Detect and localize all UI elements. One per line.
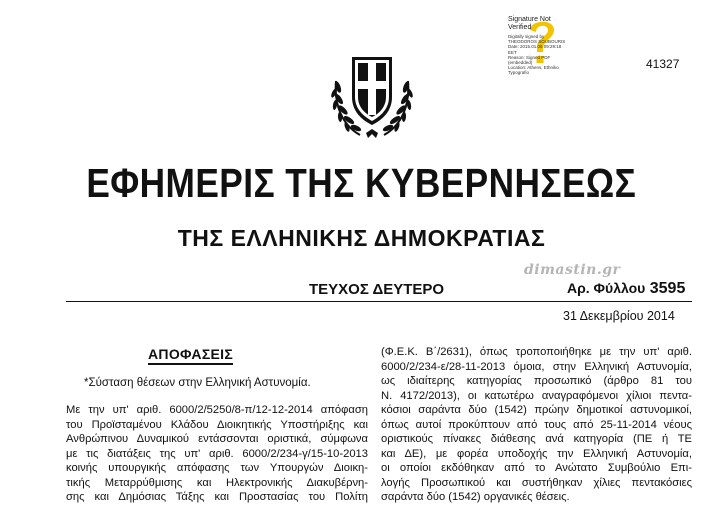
signature-detail-line: THEODOROS SOUBOURIS: [508, 39, 566, 45]
signature-detail-line: Digitally signed by: [508, 34, 545, 39]
text-line: και ΔΕ), με φορέα υποδοχής την Ελληνική Αστυνομία,: [381, 447, 692, 460]
signature-detail-line: Date: 2015.01.08 09:29:18: [508, 44, 562, 50]
page-number: 41327: [646, 57, 680, 71]
header-divider: [66, 301, 692, 302]
signature-detail-line: Location: Athens, Ethniko: [508, 65, 559, 71]
masthead-title: ΕΦΗΜΕΡΙΣ ΤΗΣ ΚΥΒΕΡΝΗΣΕΩΣ: [86, 160, 637, 206]
signature-detail-line: Reason: Signed PDF: [508, 54, 551, 60]
sheet-number-label: Αρ. Φύλλου: [567, 280, 646, 296]
text-line: Ν. 4172/2013), οι κατωτέρω αναγραφόμενοι χίλιοι πεντα-: [381, 389, 692, 402]
digital-signature-block: [508, 14, 592, 76]
text-line: οι οποίοι εκδόθηκαν από το Ανώτατο Συμβούλιο Επι-: [381, 462, 692, 474]
signature-detail-line: (embedded): [508, 60, 533, 66]
text-line: κοινής υπουργικής απόφασης των Υπουργών Διοικη-: [66, 462, 368, 474]
text-line: 6000/2/234-ε/28-11-2013 όμοια, στην Ελληνική Αστυνομία,: [381, 360, 692, 373]
text-line: λογής Προσωπικού και συστήθηκαν χίλιες πεντακόσιες: [381, 476, 692, 489]
right-column-text: [381, 345, 692, 505]
text-line: κόσιοι σαράντα δύο (1542) πρώην δημοτικοί αστυνομικοί,: [381, 404, 692, 416]
issue-label: ΤΕΥΧΟΣ ΔΕΥΤΕΡΟ: [309, 281, 445, 298]
text-line: σαράντα δύο (1542) οργανικές θέσεις.: [381, 491, 570, 503]
hellenic-coat-of-arms-icon: [330, 47, 414, 141]
text-line: του Προϊσταμένου Κλάδου Διοικητικής Υποστήριξης και: [66, 418, 368, 431]
section-heading: ΑΠΟΦΑΣΕΙΣ: [148, 346, 233, 365]
left-column-text: [66, 403, 368, 505]
text-line: τικής Μεταρρύθμισης και Ηλεκτρονικής Διακυβέρνη-: [66, 476, 368, 489]
text-line: ως ιδιαίτερης κατηγορίας προσωπικό (άρθρο 81 του: [381, 375, 692, 387]
text-line: Με την υπ' αριθ. 6000/2/5250/8-π/12-12-2014 απόφαση: [66, 404, 368, 416]
sheet-number-value: 3595: [649, 280, 686, 297]
signature-status: Signature Not Verified: [508, 16, 551, 31]
text-line: όπως αυτοί προκύπτουν από τους από 25-11-2014 νέους: [381, 418, 692, 431]
text-line: Ανθρώπινου Δυναμικού εντάσσονται οριστικά, σύμφωνα: [66, 433, 368, 445]
masthead-subtitle: ΤΗΣ ΕΛΛΗΝΙΚΗΣ ΔΗΜΟΚΡΑΤΙΑΣ: [177, 225, 546, 251]
signature-details: [508, 34, 588, 76]
decision-subject: *Σύσταση θέσεων στην Ελληνική Αστυνομία.: [84, 377, 311, 389]
signature-detail-line: Typografio: [508, 70, 530, 76]
signature-detail-line: EET: [508, 49, 517, 55]
text-line: σης και Δημόσιας Τάξης και Προστασίας του Πολίτη: [66, 491, 368, 503]
sheet-number: [567, 280, 685, 298]
text-line: οριστικούς πίνακες διάθεσης ανά κατηγορία (ΠΕ ή ΤΕ: [381, 433, 692, 445]
watermark: dimastin.gr: [524, 262, 621, 278]
text-line: (Φ.Ε.Κ. Β΄/2631), όπως τροποποιήθηκε με την υπ' αριθ.: [381, 346, 692, 358]
text-line: με τις διατάξεις της υπ' αριθ. 6000/2/234-γ/15-10-2013: [66, 447, 368, 460]
issue-date: 31 Δεκεμβρίου 2014: [563, 309, 675, 323]
